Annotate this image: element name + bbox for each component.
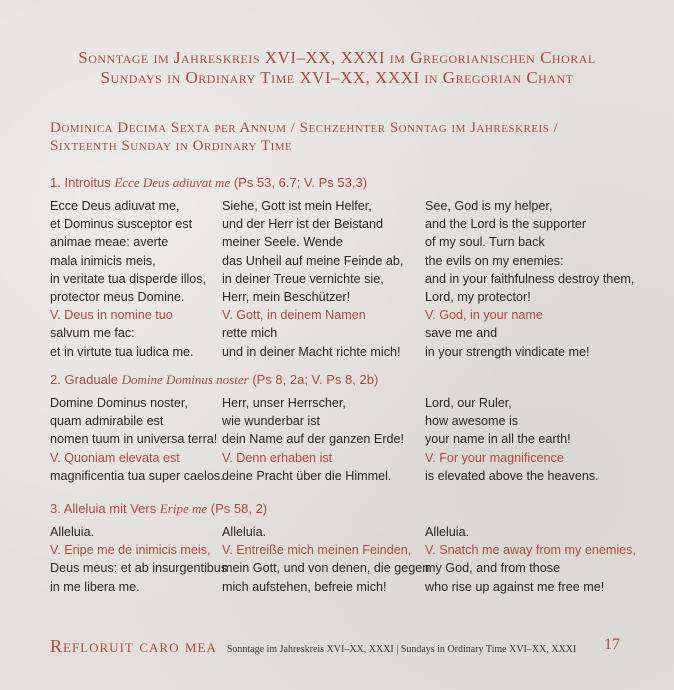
text-line: Domine Dominus noster,	[50, 396, 188, 410]
text-line: deine Pracht über die Himmel.	[222, 468, 392, 483]
footer-subtitle: Sonntage im Jahreskreis XVI–XX, XXXI | Sundays in Ordinary Time XVI–XX, XXXI	[226, 644, 577, 655]
text-line: save me and	[425, 326, 498, 341]
text-line: salvum me fac:	[50, 326, 135, 341]
page-footer	[50, 636, 620, 657]
section-heading-introitus	[50, 175, 367, 191]
text-line: magnificentia tua super caelos.	[50, 468, 224, 483]
text-line: See, God is my helper,	[425, 199, 553, 213]
section-heading-alleluia	[50, 501, 267, 517]
text-line: of my soul. Turn back	[425, 235, 545, 250]
text-line: nomen tuum in universa terra!	[50, 432, 218, 447]
text-line: in veritate tua disperde illos,	[50, 271, 207, 286]
page-header	[0, 48, 674, 88]
text-line: protector meus Domine.	[50, 289, 185, 304]
text-line: wie wunderbar ist	[222, 414, 320, 429]
section-number: 3.	[50, 501, 61, 516]
page-number: 17	[604, 636, 620, 653]
text-line: in your strength vindicate me!	[425, 344, 590, 359]
text-line: my God, and from those	[425, 561, 561, 576]
german-column	[222, 197, 403, 361]
section-reference: (Ps 58, 2)	[210, 501, 268, 516]
text-line: your name in all the earth!	[425, 432, 571, 447]
text-line: et in virtute tua iudica me.	[50, 344, 194, 359]
section-incipit: Ecce Deus adiuvat me	[114, 175, 231, 190]
sunday-heading-line1: Dominica Decima Sexta per Annum / Sechzehnter Sonntag im Jahreskreis /	[50, 120, 559, 136]
section-number: 2.	[50, 372, 61, 387]
text-line: how awesome is	[425, 414, 519, 429]
text-line: Deus meus: et ab insurgentibus	[50, 561, 228, 576]
text-line: Alleluia.	[50, 525, 95, 539]
text-line: dein Name auf der ganzen Erde!	[222, 432, 405, 447]
text-line: Lord, our Ruler,	[425, 396, 512, 410]
versicle-line: V. Deus in nomine tuo	[50, 308, 173, 323]
text-line: rette mich	[222, 326, 278, 341]
text-line: mein Gott, und von denen, die gegen	[222, 561, 430, 576]
latin-column	[50, 523, 227, 596]
text-line: and in your faithfulness destroy them,	[425, 271, 635, 286]
versicle-line: V. Eripe me de inimicis meis,	[50, 543, 211, 558]
section-heading-graduale	[50, 372, 378, 388]
text-line: Herr, mein Beschützer!	[222, 289, 351, 304]
section-label: Introitus	[64, 175, 111, 190]
text-line: Siehe, Gott ist mein Helfer,	[222, 199, 372, 213]
sunday-heading	[50, 119, 630, 155]
english-column	[425, 394, 599, 485]
section-reference: (Ps 8, 2a; V. Ps 8, 2b)	[252, 372, 379, 387]
section-incipit: Eripe me	[159, 501, 208, 516]
text-line: das Unheil auf meine Feinde ab,	[222, 253, 404, 268]
text-line: quam admirabile est	[50, 414, 164, 429]
versicle-line: V. Quoniam elevata est	[50, 450, 180, 465]
versicle-line: V. For your magnificence	[425, 450, 564, 465]
text-line: animae meae: averte	[50, 235, 169, 250]
text-line: mala inimicis meis,	[50, 253, 156, 268]
text-line: and the Lord is the supporter	[425, 217, 587, 232]
versicle-line: V. Snatch me away from my enemies,	[425, 543, 636, 558]
text-line: who rise up against me free me!	[425, 579, 605, 594]
text-line: Alleluia.	[222, 525, 267, 539]
header-title-german: Sonntage im Jahreskreis XVI–XX, XXXI im Gregorianischen Choral	[78, 48, 596, 67]
text-line: in me libera me.	[50, 579, 140, 594]
english-column	[425, 523, 636, 596]
text-line: Ecce Deus adiuvat me,	[50, 199, 180, 213]
header-title-english: Sundays in Ordinary Time XVI–XX, XXXI in Gregorian Chant	[100, 68, 574, 87]
text-line: is elevated above the heavens.	[425, 468, 599, 483]
section-label: Graduale	[64, 372, 118, 387]
text-line: mich aufstehen, befreie mich!	[222, 579, 387, 594]
versicle-line: V. God, in your name	[425, 308, 543, 323]
text-line: et Dominus susceptor est	[50, 217, 193, 232]
english-column	[425, 197, 634, 361]
latin-column	[50, 394, 224, 485]
text-line: in deiner Treue vernichte sie,	[222, 271, 384, 286]
text-line: Herr, unser Herrscher,	[222, 396, 346, 410]
german-column	[222, 523, 429, 596]
latin-column	[50, 197, 206, 361]
sunday-heading-line2: Sixteenth Sunday in Ordinary Time	[50, 138, 293, 154]
section-reference: (Ps 53, 6.7; V. Ps 53,3)	[233, 175, 368, 190]
german-column	[222, 394, 404, 485]
versicle-line: V. Denn erhaben ist	[222, 450, 333, 465]
versicle-line: V. Gott, in deinem Namen	[222, 308, 366, 323]
text-line: Lord, my protector!	[425, 289, 531, 304]
section-incipit: Domine Dominus noster	[121, 372, 249, 387]
text-line: meiner Seele. Wende	[222, 235, 343, 250]
text-line: Alleluia.	[425, 525, 470, 539]
footer-album-title: Refloruit caro mea	[50, 636, 217, 656]
text-line: und in deiner Macht richte mich!	[222, 344, 401, 359]
versicle-line: V. Entreiße mich meinen Feinden,	[222, 543, 412, 558]
section-label: Alleluia mit Vers	[63, 501, 157, 516]
text-line: the evils on my enemies:	[425, 253, 564, 268]
section-number: 1.	[50, 175, 61, 190]
text-line: und der Herr ist der Beistand	[222, 217, 384, 232]
